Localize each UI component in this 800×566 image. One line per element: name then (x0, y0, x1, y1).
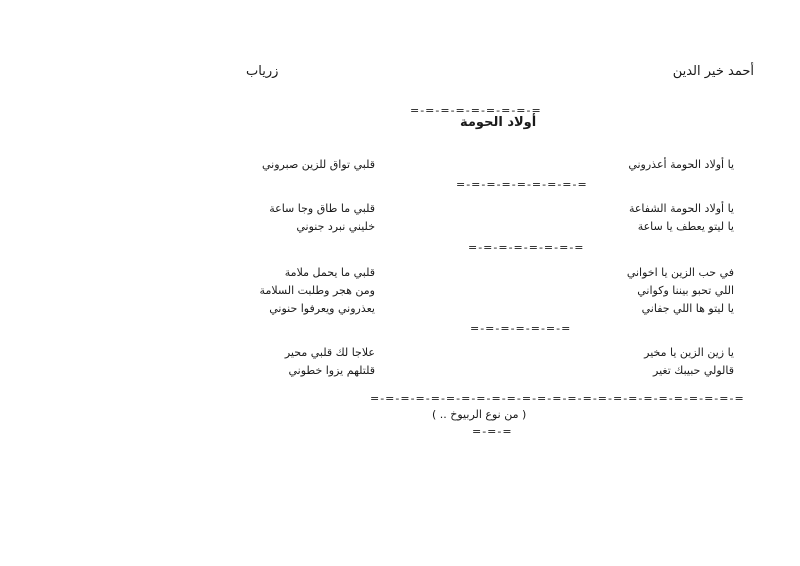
verse-left: يعذروني ويعرفوا حنوني (269, 302, 375, 315)
verse-left: خليني نبرد جنوني (296, 220, 375, 233)
verse-left: قلتلهم يزوا خطوني (288, 364, 375, 377)
separator: =-=-=-=-=-=-= (470, 322, 572, 335)
verse-right: يا زين الزين يا مخير (644, 346, 734, 359)
title-decoration: =-=-=-=-=-=-=-=-= (410, 104, 542, 117)
verse-right: يا ليتو يعطف يا ساعة (637, 220, 734, 233)
poem-title: أولاد الحومة (460, 115, 537, 130)
separator: =-=-=-=-=-=-=-= (468, 241, 585, 254)
verse-left: قلبي ما يحمل ملامة (284, 266, 375, 279)
verse-left: قلبي تواق للزين صبروني (262, 158, 375, 171)
verse-right: يا ليتو ها اللي جفاني (641, 302, 734, 315)
separator-end: =-=-= (472, 425, 513, 438)
verse-right: يا أولاد الحومة أعذروني (628, 158, 734, 171)
verse-right: قالولي حبيبك تغير (653, 364, 734, 377)
separator-long: =-=-=-=-=-=-=-=-=-=-=-=-=-=-=-=-=-=-=-=-=-=-=-=-= (370, 392, 745, 405)
verse-left: ومن هجر وطلبت السلامة (259, 284, 375, 297)
separator: =-=-=-=-=-=-=-=-= (456, 178, 588, 191)
verse-right: يا أولاد الحومة الشفاعة (628, 202, 734, 215)
poet-name: زرياب (246, 64, 279, 79)
author-name: أحمد خير الدين (672, 64, 754, 79)
verse-left: علاجا لك قلبي محير (284, 346, 375, 359)
verse-right: اللي تحبو بيننا وكواني (637, 284, 734, 297)
verse-right: في حب الزين يا اخواني (626, 266, 734, 279)
verse-left: قلبي ما طاق وجا ساعة (269, 202, 375, 215)
footer-note: ( من نوع الربيوخ .. ) (432, 408, 527, 421)
